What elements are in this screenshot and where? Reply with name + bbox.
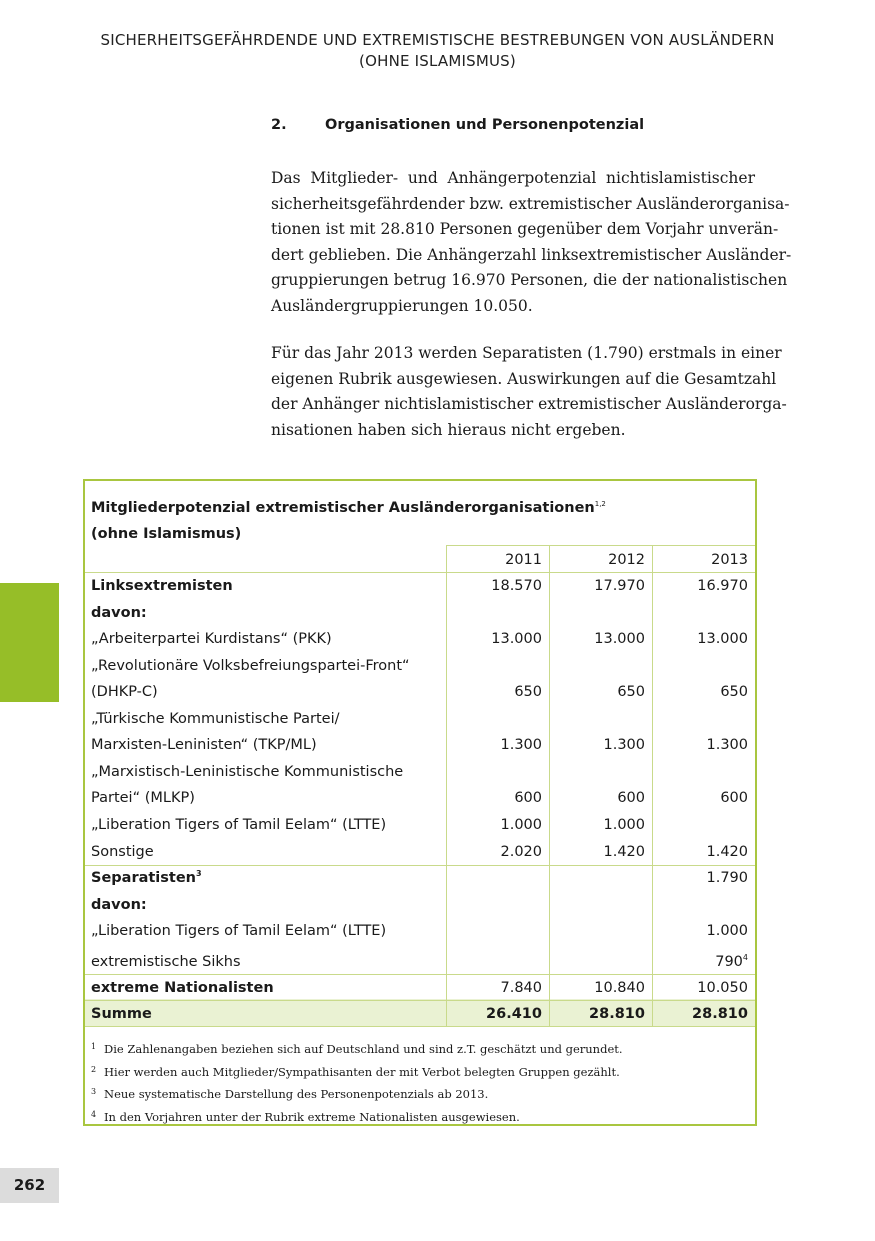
row-divider bbox=[85, 1026, 755, 1027]
row-label-mlkp-line-2: Partei“ (MLKP) bbox=[91, 790, 195, 806]
row-label-dhkpc-line-1: „Revolutionäre Volksbefreiungspartei-Front“ bbox=[91, 658, 410, 674]
running-head-line-1: SICHERHEITSGEFÄHRDENDE UND EXTREMISTISCHE BESTREBUNGEN VON AUSLÄNDERN bbox=[100, 31, 775, 49]
value-cell: 600 bbox=[617, 790, 645, 806]
running-head bbox=[0, 30, 875, 72]
row-label-sikhs: extremistische Sikhs bbox=[91, 954, 241, 970]
value-cell: 18.570 bbox=[491, 578, 542, 594]
row-label-nationalisten: extreme Nationalisten bbox=[91, 980, 274, 996]
value-cell: 1.300 bbox=[500, 737, 542, 753]
value-cell: 13.000 bbox=[594, 631, 645, 647]
paragraph-line: dert geblieben. Die Anhängerzahl linksextremistischer Ausländer- bbox=[271, 245, 792, 264]
column-divider bbox=[652, 545, 653, 1026]
sum-value-cell: 28.810 bbox=[589, 1006, 645, 1022]
value-cell: 13.000 bbox=[491, 631, 542, 647]
footnote-mark: 1 bbox=[91, 1042, 97, 1051]
row-label-davon: davon: bbox=[91, 897, 147, 913]
separatisten-label-text: Separatisten bbox=[91, 870, 196, 886]
section-number: 2. bbox=[271, 117, 287, 133]
value-cell: 600 bbox=[514, 790, 542, 806]
column-divider bbox=[446, 545, 447, 1026]
footnote-text: Neue systematische Darstellung des Personenpotenzials ab 2013. bbox=[104, 1087, 489, 1101]
row-label-pkk: „Arbeiterpartei Kurdistans“ (PKK) bbox=[91, 631, 332, 647]
sikhs-footnote-ref: 4 bbox=[742, 953, 748, 962]
value-cell-with-footnote bbox=[658, 952, 748, 972]
year-header-2012: 2012 bbox=[608, 552, 645, 568]
table-title-footnote-ref: 1,2 bbox=[594, 500, 606, 508]
footnote-mark: 3 bbox=[91, 1087, 97, 1096]
page-number: 262 bbox=[0, 1168, 59, 1203]
value-cell: 600 bbox=[720, 790, 748, 806]
paragraph-line: nisationen haben sich hieraus nicht ergeben. bbox=[271, 420, 626, 439]
row-label-tkpml-line-2: Marxisten-Leninisten“ (TKP/ML) bbox=[91, 737, 317, 753]
paragraph-line: gruppierungen betrug 16.970 Personen, die der nationalistischen bbox=[271, 271, 788, 289]
footnote-text: In den Vorjahren unter der Rubrik extreme Nationalisten ausgewiesen. bbox=[104, 1109, 520, 1124]
section-heading bbox=[271, 117, 771, 133]
value-cell: 650 bbox=[514, 684, 542, 700]
row-label-tkpml-line-1: „Türkische Kommunistische Partei/ bbox=[91, 711, 340, 727]
year-header-2011: 2011 bbox=[505, 552, 542, 568]
row-label-mlkp-line-1: „Marxistisch-Leninistische Kommunistische bbox=[91, 764, 404, 780]
row-label-linksextremisten: Linksextremisten bbox=[91, 578, 233, 594]
paragraph-line: Für das Jahr 2013 werden Separatisten (1.790) erstmals in einer bbox=[271, 344, 782, 362]
value-cell: 1.300 bbox=[603, 737, 645, 753]
value-cell: 650 bbox=[617, 684, 645, 700]
row-divider bbox=[446, 545, 755, 546]
row-label-summe: Summe bbox=[91, 1006, 152, 1022]
sum-value-cell: 26.410 bbox=[486, 1006, 542, 1022]
paragraph-line: Das Mitglieder- und Anhängerpotenzial nichtislamistischer bbox=[271, 169, 755, 187]
value-cell: 1.420 bbox=[603, 844, 645, 860]
value-cell: 2.020 bbox=[500, 844, 542, 860]
paragraph-line: eigenen Rubrik ausgewiesen. Auswirkungen auf die Gesamtzahl bbox=[271, 369, 777, 388]
footnote-mark: 4 bbox=[91, 1109, 97, 1119]
value-cell: 1.000 bbox=[706, 923, 748, 939]
paragraph-line: Ausländergruppierungen 10.050. bbox=[271, 296, 533, 315]
row-label-dhkpc-line-2: (DHKP-C) bbox=[91, 684, 158, 700]
table-title-line-1: Mitgliederpotenzial extremistischer Ausländerorganisationen bbox=[91, 500, 595, 516]
chapter-side-tab bbox=[0, 583, 59, 702]
footnote bbox=[91, 1105, 741, 1128]
value-cell: 16.970 bbox=[697, 578, 748, 594]
paragraph-2 bbox=[271, 341, 787, 443]
value-cell: 10.840 bbox=[594, 980, 645, 996]
running-head-line-2: (OHNE ISLAMISMUS) bbox=[359, 52, 516, 70]
row-label-sonstige: Sonstige bbox=[91, 844, 154, 860]
value-cell: 1.790 bbox=[706, 870, 748, 886]
footnote bbox=[91, 1060, 741, 1083]
row-label-separatisten bbox=[91, 868, 202, 888]
footnote-text: Hier werden auch Mitglieder/Sympathisanten der mit Verbot belegten Gruppen gezählt. bbox=[104, 1064, 620, 1079]
table-title bbox=[91, 491, 606, 547]
value-cell: 17.970 bbox=[594, 578, 645, 594]
footnote bbox=[91, 1037, 741, 1060]
footnote-mark: 2 bbox=[91, 1064, 97, 1074]
row-divider bbox=[85, 1000, 755, 1001]
value-cell: 1.300 bbox=[706, 737, 748, 753]
value-cell: 13.000 bbox=[697, 631, 748, 647]
paragraph-line: sicherheitsgefährdender bzw. extremistischer Ausländerorganisa- bbox=[271, 194, 790, 213]
value-cell: 10.050 bbox=[697, 980, 748, 996]
row-label-ltte: „Liberation Tigers of Tamil Eelam“ (LTTE) bbox=[91, 817, 387, 833]
paragraph-line: der Anhänger nichtislamistischer extremistischer Ausländerorga- bbox=[271, 395, 787, 413]
section-title: Organisationen und Personenpotenzial bbox=[325, 117, 645, 133]
value-text: 790 bbox=[715, 954, 743, 970]
table-title-line-2: (ohne Islamismus) bbox=[91, 526, 242, 542]
value-cell: 7.840 bbox=[500, 980, 542, 996]
row-label-davon: davon: bbox=[91, 605, 147, 621]
column-divider bbox=[549, 545, 550, 1026]
sum-value-cell: 28.810 bbox=[692, 1006, 748, 1022]
value-cell: 1.420 bbox=[706, 844, 748, 860]
value-cell: 1.000 bbox=[500, 817, 542, 833]
sum-row-background bbox=[85, 999, 755, 1026]
value-cell: 650 bbox=[720, 684, 748, 700]
footnote bbox=[91, 1082, 741, 1105]
row-label-ltte: „Liberation Tigers of Tamil Eelam“ (LTTE) bbox=[91, 923, 387, 939]
paragraph-line: tionen ist mit 28.810 Personen gegenüber dem Vorjahr unverän- bbox=[271, 220, 779, 238]
row-divider bbox=[85, 865, 755, 866]
membership-table bbox=[83, 479, 757, 1126]
row-divider bbox=[85, 974, 755, 975]
row-divider bbox=[85, 572, 755, 573]
year-header-2013: 2013 bbox=[711, 552, 748, 568]
footnote-text: Die Zahlenangaben beziehen sich auf Deutschland und sind z.T. geschätzt und gerundet. bbox=[104, 1042, 623, 1056]
value-cell: 1.000 bbox=[603, 817, 645, 833]
separatisten-footnote-ref: 3 bbox=[196, 869, 202, 878]
paragraph-1 bbox=[271, 166, 792, 319]
table-footnotes bbox=[91, 1037, 741, 1127]
